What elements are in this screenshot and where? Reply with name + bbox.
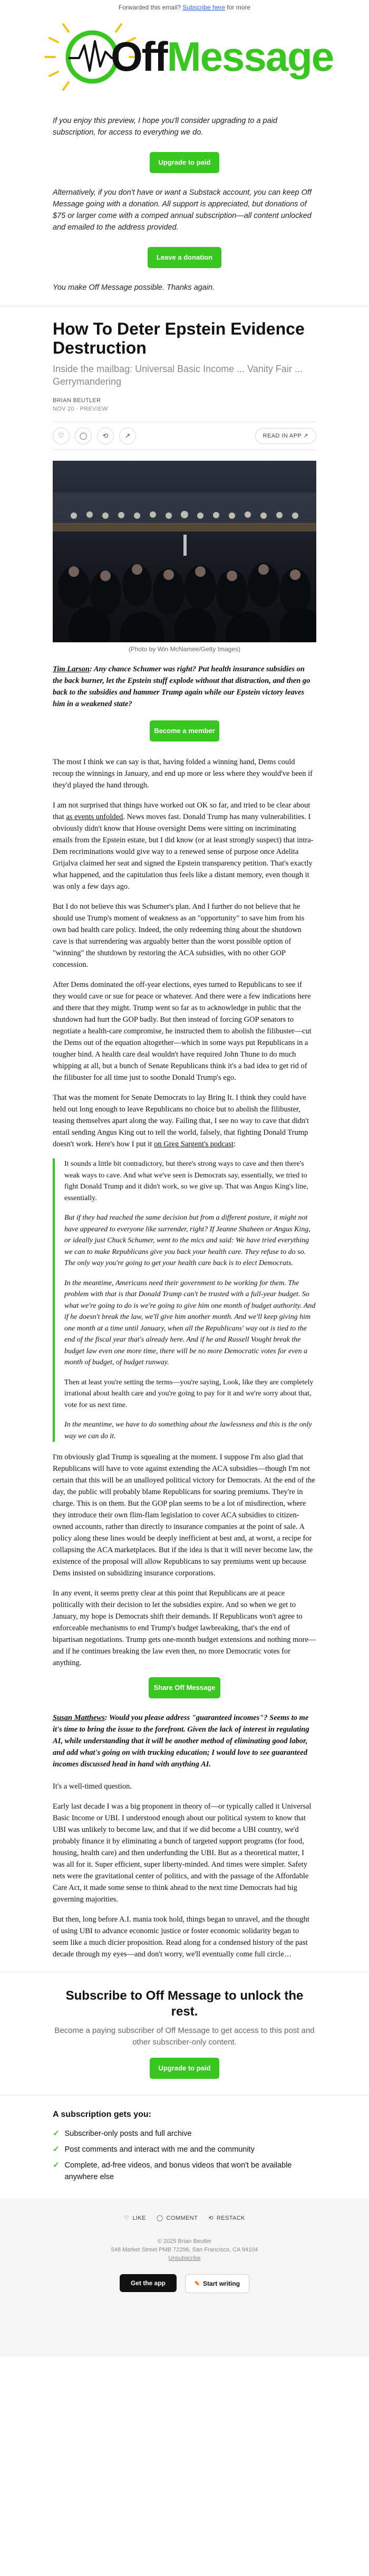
share-button[interactable]: Share Off Message [149,1677,220,1698]
donate-button[interactable]: Leave a donation [148,247,221,268]
heart-icon: ♡ [124,2215,130,2221]
upgrade-button[interactable]: Upgrade to paid [150,152,219,173]
forward-text: Forwarded this email? [118,4,181,11]
comment-icon[interactable]: ◯ [75,427,92,444]
author-name[interactable]: BRIAN BEUTLER [53,397,101,404]
post-subtitle: Inside the mailbag: Universal Basic Income ... Vanity Fair ... Gerrymandering [53,364,303,387]
body-paragraph: After Dems dominated the off-year elections, eyes turned to Republicans to see if they would cave or sue for peace or whatever. And there were a few indications here and there that they might. Trump went so far as to acknowledge in public that the shutdown had hurt the GOP badly. But then instead of forcing GOP senators to negotiate a health-care compromise, he instructed them to abolish the filibuster—cut the Dems out of the equation altogether—which in some ways put Republicans in a tougher bind. A health care deal wouldn't have required John Thune to do much whipping at all, but a bunch of Senate Republicans think it's a bad idea to get rid of the filibuster for all time just to soothe Donald Trump's ego. [53,981,312,1082]
check-icon: ✓ [53,2129,60,2138]
post-actions-bar [53,422,316,450]
start-writing-button[interactable] [185,2274,249,2293]
body-paragraph: Early last decade I was a big proponent in theory of—or typically called it Universal Basic Income or UBI. I understood enough about our political system to know that UBI was unlikely to become law, and that if we did become a UBI country, we'd probably finance it by eliminating a bunch of targeted support programs (for food, housing, health care) and then underfunding the UBI. But as a theoretical matter, I was all for it. Super efficient, super liberty-minded. And times were simpler. Safety nets were the gravitational center of politics, and with the passage of the Affordable Care Act, it made some sense to think ahead to the next time Democrats had big governing majorities. [53,1802,312,1904]
benefit-item [53,2144,316,2155]
footer-restack-button[interactable] [208,2214,245,2221]
body-paragraph: But then, long before A.I. mania took hold, things began to unravel, and the thought of using UBI to advance economic justice or foster economic solidarity began to seem like a much dicier proposition. Read along for a condensed history of the past decade through my eyes—and don't worry, we'll eventually come full circle… [53,1915,309,1959]
like-icon[interactable]: ♡ [53,427,70,444]
arrow-right-icon: ↗ [303,433,308,439]
paywall-subheading: Become a paying subscriber of Off Message to get access to this post and other subscriber-only content. [54,2026,315,2047]
benefits-title: A subscription gets you: [53,2110,151,2119]
logo-off: Off [111,33,167,80]
benefit-text: Complete, ad-free videos, and bonus videos that won't be available anywhere else [64,2161,292,2181]
body-paragraph: The most I think we can say is that, having folded a winning hand, Dems could recoup the winnings in January, and end up more or less where they would've been if they'd played the hand through. [53,758,313,790]
events-link[interactable]: as events unfolded [66,813,123,821]
hero-photo [53,461,316,642]
body-paragraph: In any event, it seems pretty clear at this point that Republicans are at peace politically with their decision to let the subsidies expire. And so when we get to January, my hope is Democrats shift their demands. If Republicans won't agree to enforceable mechanisms to end Trump's budget lawbreaking, that's the end of bipartisan negotiations. Trump gets one-month budget extensions and nothing more—and if he continues breaking the law even then, no more Democratic votes for anything. [53,1589,316,1667]
post-meta: NOV 20 · PREVIEW [53,406,108,412]
body-text: : [234,1140,236,1148]
footer-comment-button[interactable] [157,2214,198,2221]
benefit-item [53,2160,316,2183]
benefit-text: Post comments and interact with me and the community [64,2145,255,2154]
footer-address-block [0,2237,369,2263]
quote-paragraph: It sounds a little bit contradictory, but there's strong ways to cave and then there's weak ways to cave. And what we've seen is Democrats say, essentially, we tried to fight Donald Trump and it didn't work, so we give up. That was Angus King's line, essentially. [64,1160,308,1202]
logo-wordmark [111,33,333,80]
quote-paragraph: But if they had reached the same decision but from a different posture, it might not have appeared to everyone like surrender, right? If Jeanne Shaheen or Angus King, or ideally just Chuck Schumer, went to the mics and said: We have tried everything we can to make Republicans give you back your health care. They refuse to do so. The only way you're going to get your health care back is to elect Democrats. [64,1214,310,1267]
share-icon[interactable]: ↗ [119,427,136,444]
quote-paragraph: In the meantime, we have to do something about the lawlessness and this is the only way we can do it. [64,1421,312,1440]
hearing-room-image [53,461,316,642]
footer-like-button[interactable] [124,2214,146,2221]
quote-paragraph: Then at least you're setting the terms—you're saying, Look, like they are completely irrational about health care and you're going to pay for it and we're sorry about that, vote for us next time. [64,1378,314,1409]
block-quote [53,1158,316,1442]
quote-paragraph: In the meantime, Americans need their government to be working for them. The problem with that is that Donald Trump can't be trusted with a full-year budget. So what we're going to do is we're going to give him one month of budget authority. And if he doesn't break the law, we'll give him another month. And we'll keep giving him one month at a time until January, when all the Republicans' way out is tied to the end of the fiscal year that's already here. And if he and Russell Vought break the budget law even one more time, there will be no more Democratic votes for even a month of budget, of budget runway. [64,1279,316,1366]
copyright: © 2025 Brian Beutler [157,2238,212,2245]
question-2 [53,1712,316,1770]
question-1-text: : Any chance Schumer was right? Put health insurance subsidies on the back burner, let the Epstein stuff explode without that distraction, and then go back to the subsidies and hammer Trump again while our Epstein victory leaves him in a weakened state? [53,665,310,708]
become-member-button[interactable]: Become a member [150,720,219,742]
body-paragraph [53,1092,316,1150]
read-in-app-label: READ IN APP [263,433,302,439]
get-app-button[interactable]: Get the app [120,2274,177,2292]
paywall-heading: Subscribe to Off Message to unlock the rest. [65,1989,304,2019]
paywall-upgrade-button[interactable]: Upgrade to paid [150,2058,219,2079]
question-1-author: Tim Larson [53,665,90,673]
intro-paragraph-2: Alternatively, if you don't have or want a Substack account, you can keep Off Message going with a donation. All support is appreciated, but donations of $75 or larger come with a comped annual subscription—all content unlocked and emailed to the address provided. [53,188,312,232]
check-icon: ✓ [53,2145,60,2154]
subscription-benefits [0,2109,369,2183]
forward-banner [0,0,369,18]
restack-icon: ⟲ [208,2215,213,2221]
pen-icon: ✎ [194,2280,200,2287]
footer-restack-label: RESTACK [216,2214,245,2221]
body-text: I am not surprised that things have worked out OK so far, and tried to be clear about that [53,801,310,821]
read-in-app-button[interactable] [255,428,316,444]
question-2-author: Susan Matthews [53,1714,105,1722]
benefit-item [53,2128,316,2140]
subscribe-link[interactable]: Subscribe here [182,4,226,11]
start-writing-label: Start writing [203,2280,240,2287]
forward-tail: for more [227,4,251,11]
comment-icon: ◯ [156,2215,163,2221]
footer-comment-label: COMMENT [166,2214,198,2221]
footer-actions [0,2199,369,2221]
address: 548 Market Street PMB 72296, San Francisco, CA 94104 [111,2247,258,2253]
check-icon: ✓ [53,2161,60,2170]
post-title[interactable]: How To Deter Epstein Evidence Destruction [53,319,305,357]
body-text: . News moves fast. Donald Trump has many vulnerabilities. I obviously didn't know that House oversight Dems were sitting on incriminating emails from the Epstein estate, but I did know (or at least strongly suspect) that intra-Dem recriminations would give way to a renewed sense of purpose once Adelita Grijalva claimed her seat and signed the Epstein transparency petition. That's exactly what happened, and the capitulation thus feels like a distant memory, even though it was only a few days ago. [53,813,314,891]
footer-like-label: LIKE [132,2214,146,2221]
off-message-logo[interactable] [37,20,332,94]
body-paragraph: But I do not believe this was Schumer's plan. And I further do not believe that he should use Trump's moment of weakness as an "opportunity" to save him from his own bad health care policy. Indeed, the only redeeming thing about the shutdown cave is that surrendering was arguably better than the worst possible option of "winning" the shutdown by restoring the ACA subsidies, with no other GOP concession. [53,902,305,969]
unsubscribe-link[interactable]: Unsubscribe [168,2255,201,2261]
question-2-text: : Would you please address "guaranteed incomes"? Seems to me it's time to bring the issue to the forefront. Given the lack of interest in regulating AI, while understanding that it will be another method of eliminating good labor, and add what's going on with trucking education; I would love to see guaranteed incomes discussed head in hand with anything AI. [53,1714,309,1769]
body-paragraph: I'm obviously glad Trump is squealing at the moment. I suppose I'm also glad that Republicans will have to vote against extending the ACA subsidies—though I'm not certain that this will be an unalloyed political victory for Democrats. At the end of the day, the public will probably blame Republicans for soaring premiums. They're in charge. This is on them. But the GOP plan seems to be a lot of misdirection, where they introduce their own flim-flam legislation to cover ACA subsidies to citizen-owned accounts, rather than directly to insurance companies at the point of sale. A policy along these lines would be deeply inefficient at best and, at worst, a recipe for collapsing the ACA marketplaces. But if the idea is that it will never become law, the existence of the proposal will allow Republicans to say premiums went up because Dems insisted on subsidizing insurance corporations. [53,1453,315,1577]
restack-icon[interactable]: ⟲ [97,427,114,444]
question-1 [53,663,316,710]
podcast-link[interactable]: on Greg Sargent's podcast [154,1140,234,1148]
divider [0,306,369,307]
intro-paragraph-1: If you enjoy this preview, I hope you'll consider upgrading to a paid subscription, for access to everything we do. [53,117,277,137]
intro-paragraph-3: You make Off Message possible. Thanks again. [53,283,215,292]
footer [0,2199,369,2357]
body-paragraph: It's a well-timed question. [53,1782,132,1791]
paywall [0,1988,369,2079]
benefit-text: Subscriber-only posts and full archive [64,2130,192,2138]
footer-buttons [0,2274,369,2293]
body-paragraph [53,800,316,892]
body-text: That was the moment for Senate Democrats to lay Bring It. I think they could have held out long enough to leave Republicans no choice but to abolish the filibuster, teasing themselves apart along the way. Failing that, I see no way to cave that didn't entail sending Angus King out to tell the world, falsely, that fighting Donald Trump doesn't work. Here's how I put it [53,1094,309,1148]
photo-caption: (Photo by Win McNamee/Getty Images) [128,645,241,653]
logo-message: Message [167,33,334,80]
